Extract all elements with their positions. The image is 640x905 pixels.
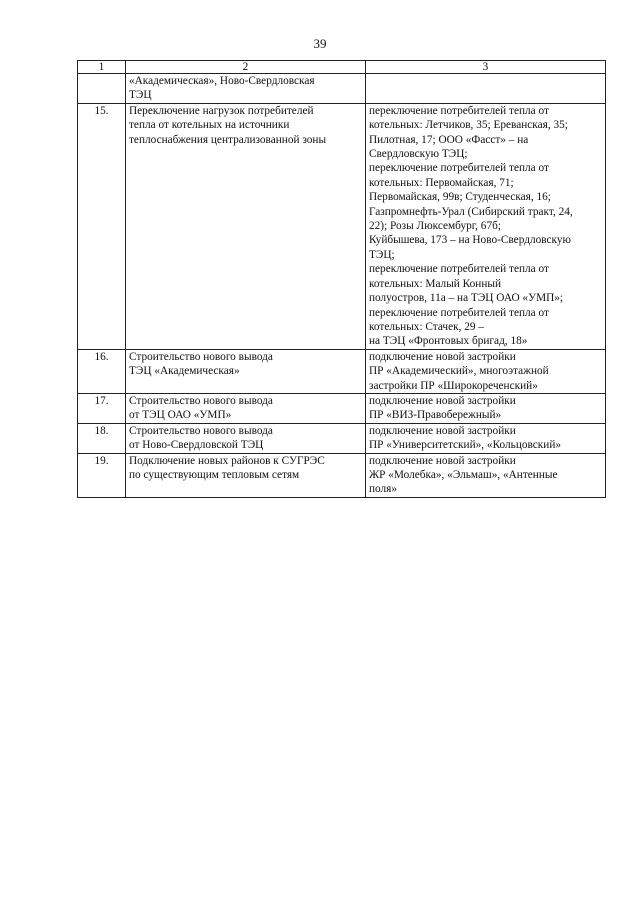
measure-cell: Строительство нового вывода ТЭЦ «Академическая» [126,349,366,393]
row-number: 19. [78,453,126,497]
description-cell: подключение новой застройки ПР «Университетский», «Кольцовский» [366,423,606,453]
table-row [78,423,606,453]
row-number: 16. [78,349,126,393]
row-number: 15. [78,103,126,349]
row-number [78,74,126,104]
measure-cell: Строительство нового вывода от Ново-Свердловской ТЭЦ [126,423,366,453]
table-row [78,453,606,497]
measure-cell: Строительство нового вывода от ТЭЦ ОАО «УМП» [126,393,366,423]
page-number: 39 [313,36,327,51]
description-cell: подключение новой застройки ЖР «Молебка», «Эльмаш», «Антенные поля» [366,453,606,497]
column-header: 2 [126,61,366,74]
measures-table [77,60,606,498]
measure-cell: «Академическая», Ново-Свердловская ТЭЦ [126,74,366,104]
column-header: 1 [78,61,126,74]
description-cell [366,74,606,104]
measure-cell: Подключение новых районов к СУГРЭС по существующим тепловым сетям [126,453,366,497]
row-number: 18. [78,423,126,453]
table-row [78,74,606,104]
description-cell: подключение новой застройки ПР «Академический», многоэтажной застройки ПР «Широкореченский» [366,349,606,393]
row-number: 17. [78,393,126,423]
table-row [78,103,606,349]
table-row [78,393,606,423]
measure-cell: Переключение нагрузок потребителей тепла от котельных на источники теплоснабжения централизованной зоны [126,103,366,349]
description-cell: переключение потребителей тепла от котельных: Летчиков, 35; Ереванская, 35; Пилотная, 17; ООО «Фасст» – на Свердловскую ТЭЦ; переключение потребителей тепла от котельных: Первомайская, 71; Первомайская, 99в; Студенческая, 16; Газпромнефть-Урал (Сибирский тракт, 24, 22); Розы Люксембург, 67б; Куйбышева, 173 – на Ново-Свердловскую ТЭЦ; переключение потребителей тепла от котельных: Малый Конный полуостров, 11а – на ТЭЦ ОАО «УМП»; переключение потребителей тепла от котельных: Стачек, 29 – на ТЭЦ «Фронтовых бригад, 18» [366,103,606,349]
table-row [78,349,606,393]
table-header-row [78,61,606,74]
column-header: 3 [366,61,606,74]
description-cell: подключение новой застройки ПР «ВИЗ-Правобережный» [366,393,606,423]
